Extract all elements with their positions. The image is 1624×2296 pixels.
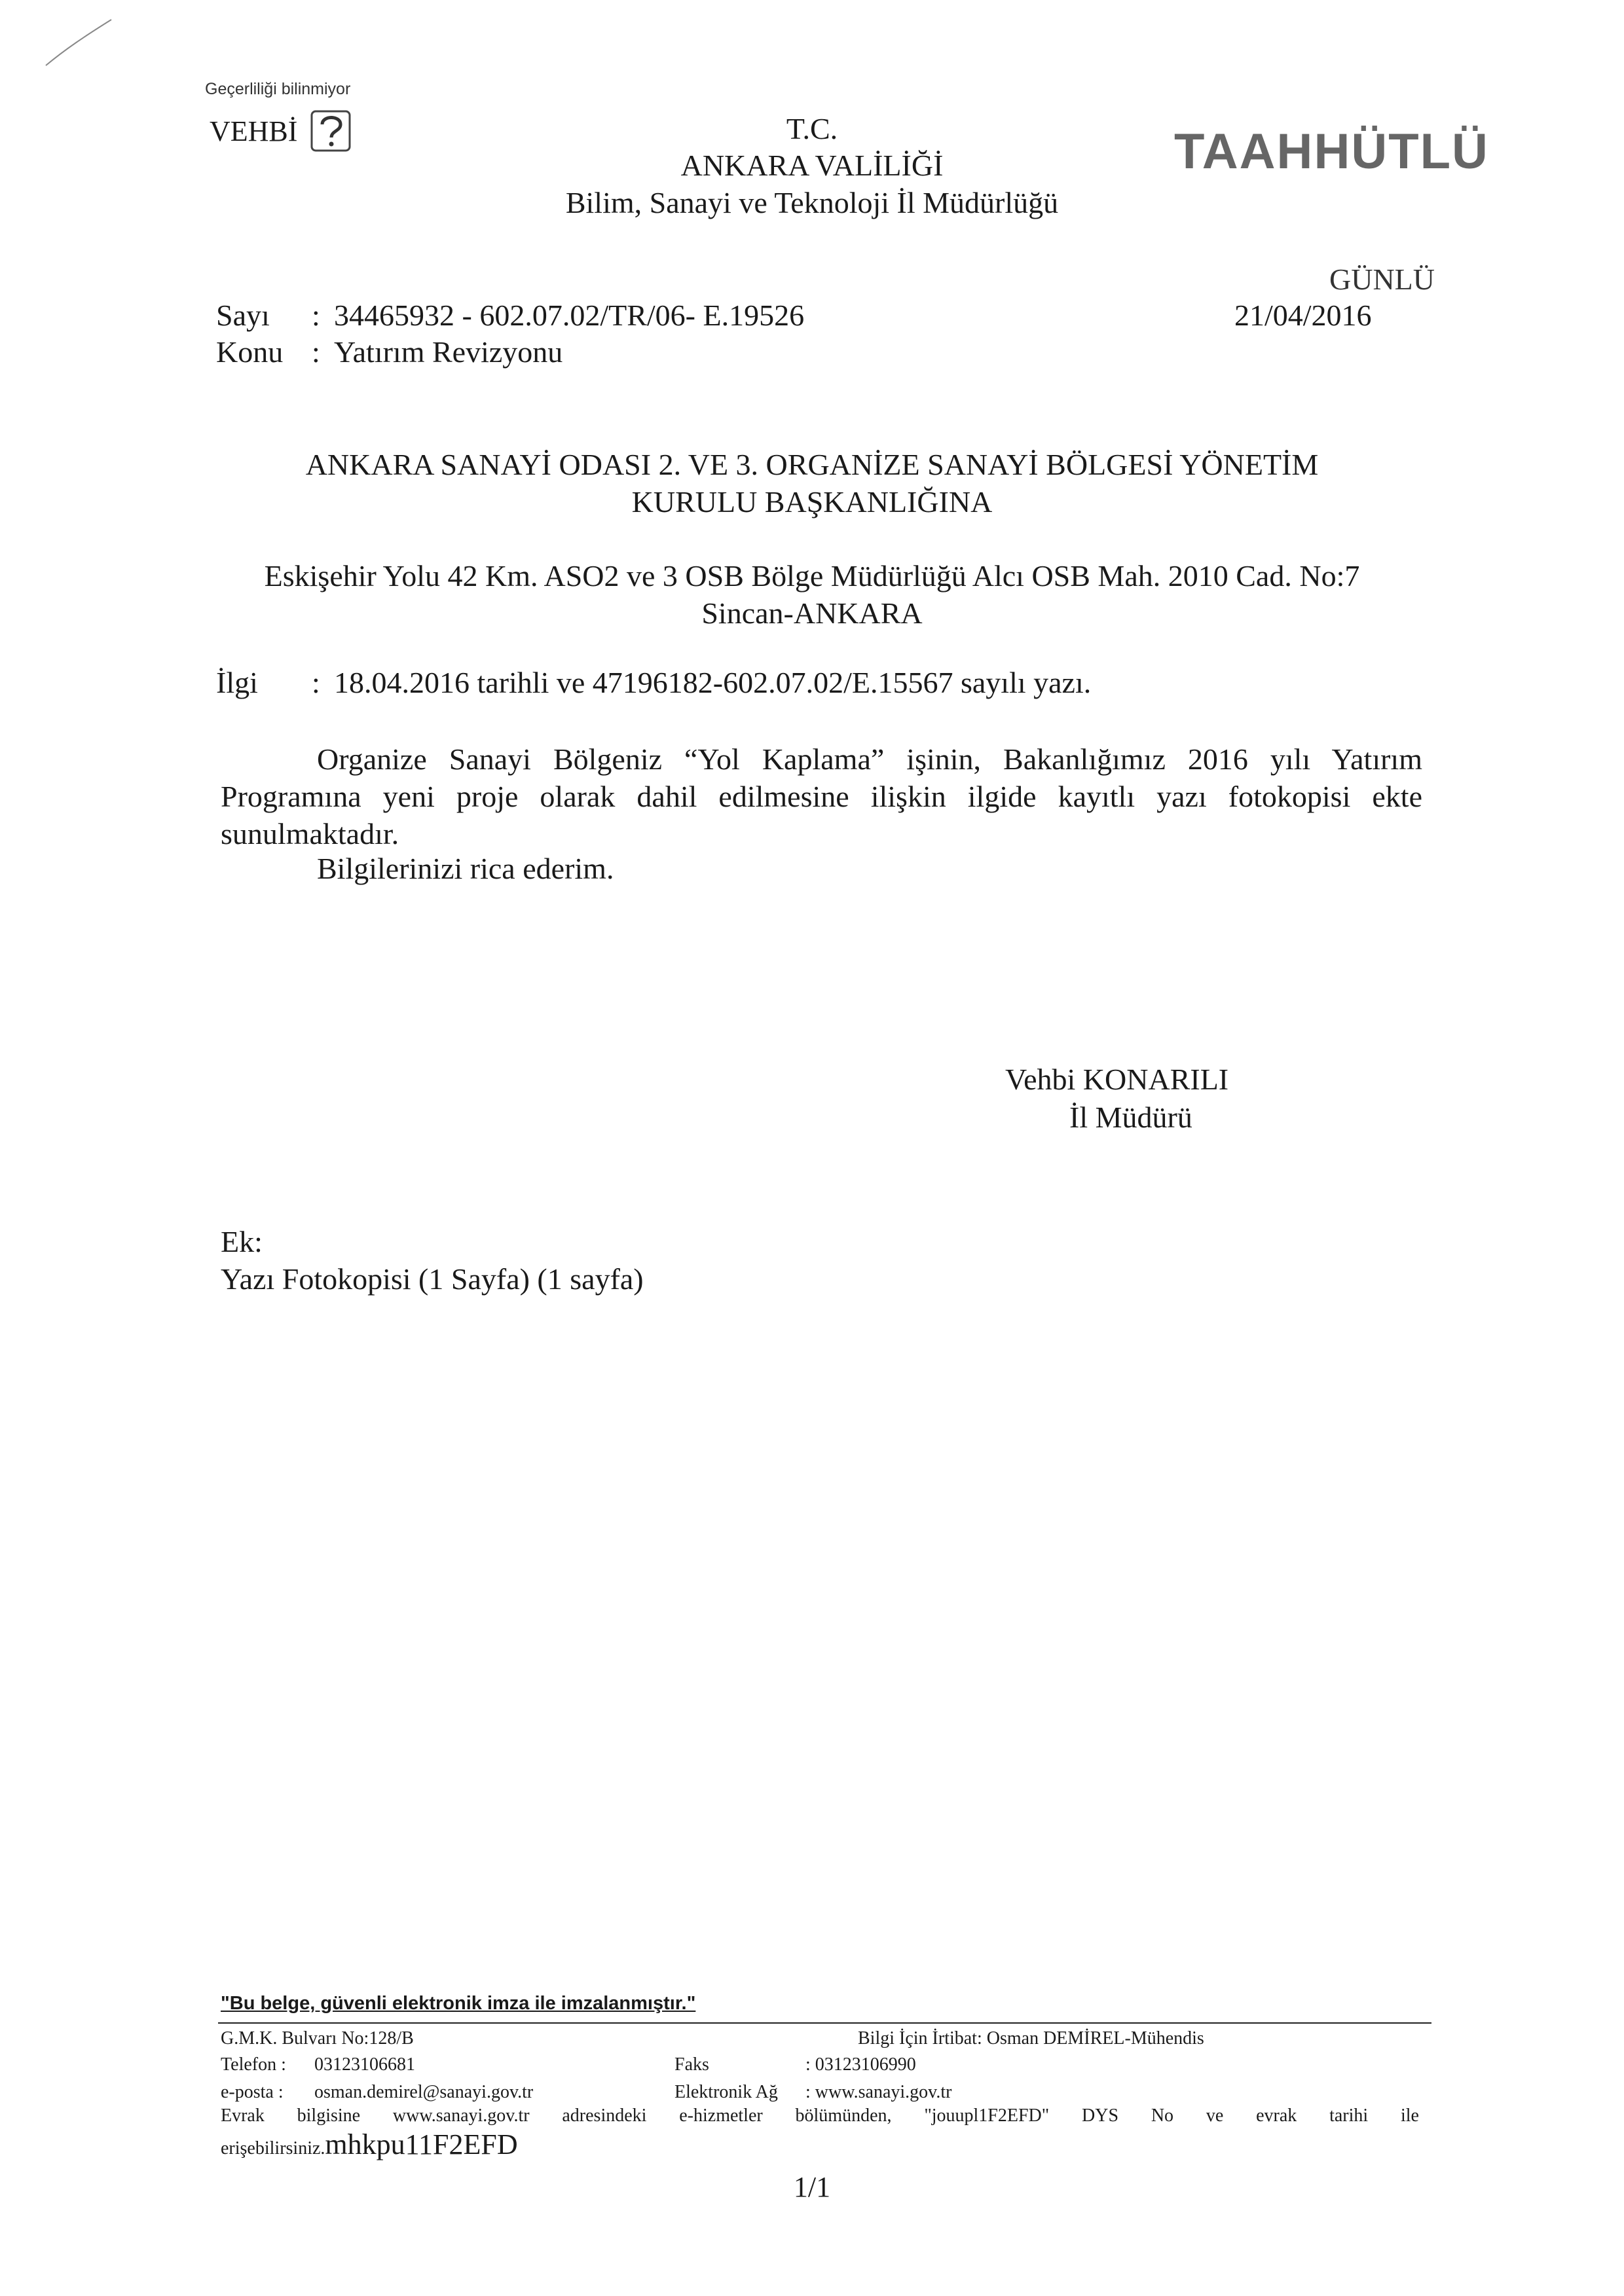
evrak-word: ve bbox=[1206, 2105, 1224, 2126]
ilgi-label: İlgi bbox=[216, 666, 258, 699]
footer-web-label: Elektronik Ağ bbox=[674, 2082, 778, 2102]
page-number: 1/1 bbox=[793, 2171, 831, 2203]
footer-phone-label: Telefon : bbox=[221, 2054, 286, 2075]
sayi-colon: : bbox=[312, 299, 320, 332]
stamp-gunlu: GÜNLÜ bbox=[1329, 263, 1435, 296]
konu-label: Konu bbox=[216, 335, 284, 369]
erisim-prefix: erişebilirsiniz. bbox=[221, 2138, 325, 2159]
footer-contact: Bilgi İçin İrtibat: Osman DEMİREL-Mühendis bbox=[858, 2028, 1204, 2049]
validity-note: Geçerliliği bilinmiyor bbox=[205, 80, 351, 98]
ilgi-value: 18.04.2016 tarihli ve 47196182-602.07.02/E.15567 sayılı yazı. bbox=[334, 666, 1092, 699]
footer-phone: 03123106681 bbox=[314, 2054, 415, 2075]
scan-mark bbox=[39, 13, 118, 72]
ilgi-colon: : bbox=[312, 666, 320, 699]
footer-divider bbox=[218, 2022, 1431, 2024]
body-paragraph: Organize Sanayi Bölgeniz “Yol Kaplama” işinin, Bakanlığımız 2016 yılı Yatırım Programına yeni proje olarak dahil edilmesine ilişkin ilgide kayıtlı yazı fotokopisi ekte sunulmaktadır. bbox=[221, 742, 1422, 850]
evrak-word: tarihi bbox=[1329, 2105, 1369, 2126]
signer-short-name: VEHBİ bbox=[210, 115, 298, 147]
evrak-word: adresindeki bbox=[562, 2105, 647, 2126]
recipient-line-2: KURULU BAŞKANLIĞINA bbox=[631, 485, 993, 519]
konu-colon: : bbox=[312, 335, 320, 369]
esign-note: "Bu belge, güvenli elektronik imza ile imzalanmıştır." bbox=[221, 1993, 696, 2014]
signer-name: Vehbi KONARILI bbox=[1005, 1063, 1229, 1096]
sayi-value: 34465932 - 602.07.02/TR/06- E.19526 bbox=[334, 299, 805, 332]
footer-erisim-line bbox=[221, 2128, 518, 2161]
evrak-word: ile bbox=[1400, 2105, 1419, 2126]
footer-address: G.M.K. Bulvarı No:128/B bbox=[221, 2028, 414, 2049]
erisim-code: mhkpu11F2EFD bbox=[325, 2128, 518, 2160]
recipient-address-1: Eskişehir Yolu 42 Km. ASO2 ve 3 OSB Bölge Müdürlüğü Alcı OSB Mah. 2010 Cad. No:7 bbox=[264, 559, 1360, 592]
header-tc: T.C. bbox=[786, 112, 838, 145]
footer-web[interactable]: : www.sanayi.gov.tr bbox=[805, 2082, 952, 2102]
closing-sentence: Bilgilerinizi rica ederim. bbox=[317, 852, 614, 885]
sayi-label: Sayı bbox=[216, 299, 270, 332]
signer-title: İl Müdürü bbox=[1069, 1101, 1192, 1134]
evrak-word: bilgisine bbox=[297, 2105, 361, 2126]
footer-evrak-line bbox=[221, 2105, 1419, 2126]
evrak-word: Evrak bbox=[221, 2105, 265, 2126]
evrak-word: bölümünden, bbox=[795, 2105, 892, 2126]
evrak-word[interactable]: www.sanayi.gov.tr bbox=[392, 2105, 530, 2126]
footer-email-label: e-posta : bbox=[221, 2082, 284, 2102]
recipient-address-2: Sincan-ANKARA bbox=[701, 596, 923, 630]
header-valilik: ANKARA VALİLİĞİ bbox=[680, 149, 944, 182]
evrak-word: "jouupl1F2EFD" bbox=[924, 2105, 1050, 2126]
footer-email[interactable]: osman.demirel@sanayi.gov.tr bbox=[314, 2082, 534, 2102]
stamp-taahhutlu: TAAHHÜTLÜ bbox=[1174, 124, 1489, 179]
recipient-line-1: ANKARA SANAYİ ODASI 2. VE 3. ORGANİZE SANAYİ BÖLGESİ YÖNETİM bbox=[305, 448, 1319, 481]
footer-fax: : 03123106990 bbox=[805, 2054, 916, 2075]
evrak-word: e-hizmetler bbox=[679, 2105, 763, 2126]
header-mudurluk: Bilim, Sanayi ve Teknoloji İl Müdürlüğü bbox=[565, 186, 1059, 219]
konu-value: Yatırım Revizyonu bbox=[334, 335, 563, 369]
document-date: 21/04/2016 bbox=[1234, 299, 1372, 332]
attachment-item: Yazı Fotokopisi (1 Sayfa) (1 sayfa) bbox=[221, 1262, 644, 1296]
footer-fax-label: Faks bbox=[674, 2054, 709, 2075]
evrak-word: No bbox=[1151, 2105, 1174, 2126]
attachment-label: Ek: bbox=[221, 1225, 263, 1258]
evrak-word: DYS bbox=[1082, 2105, 1119, 2126]
evrak-word: evrak bbox=[1256, 2105, 1297, 2126]
